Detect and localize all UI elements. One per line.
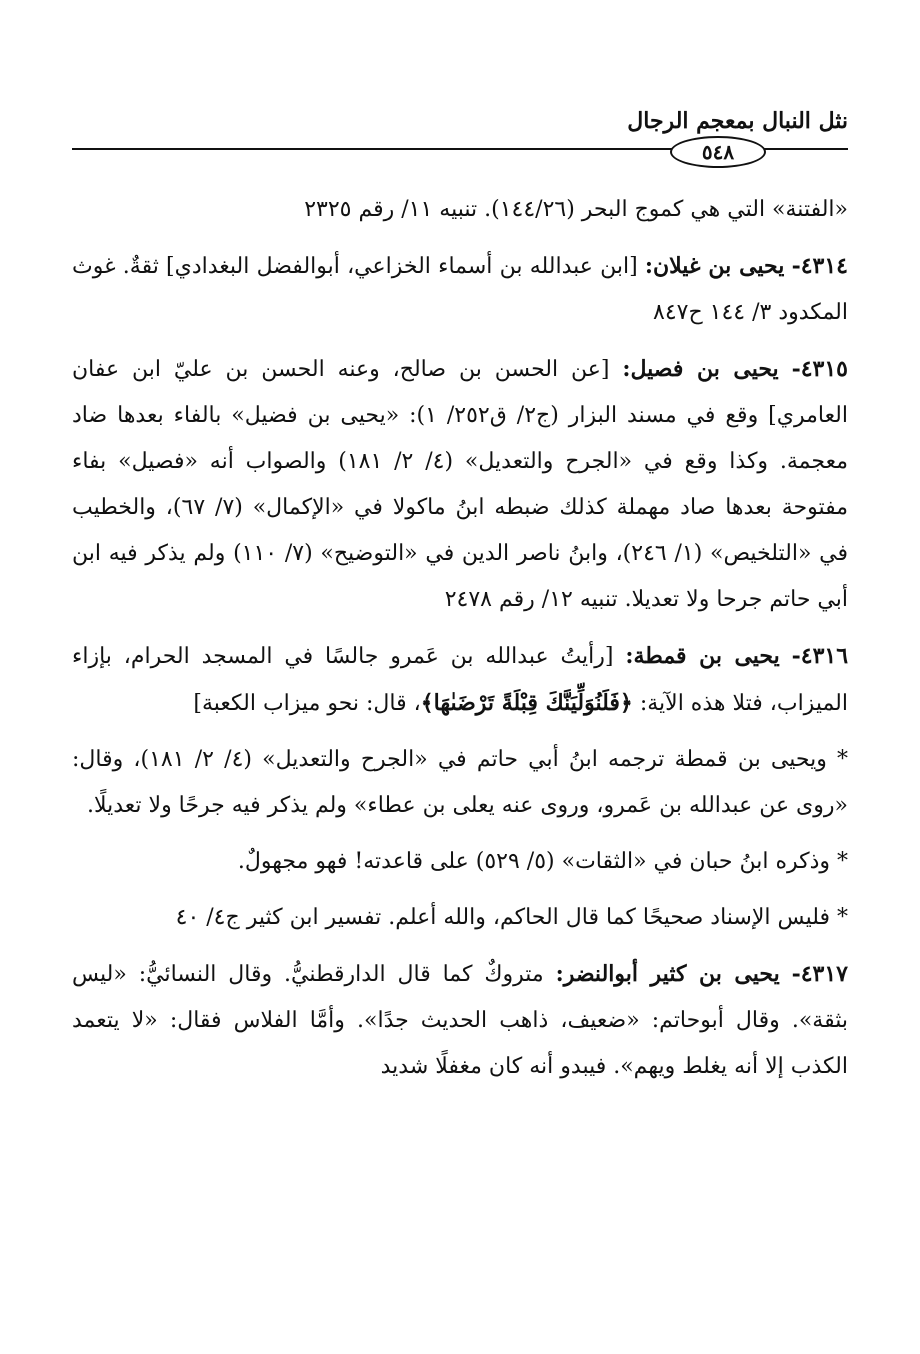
entry-number: ٤٣١٤-: [791, 253, 848, 279]
note-paragraph: [72, 839, 848, 885]
entry-text: [عن الحسن بن صالح، وعنه الحسن بن عليّ ابن عفان العامري] وقع في مسند البزار (ج٢/ ق٢٥٢/ ١): «يحيى بن فضيل» بالفاء بعدها ضاد معجمة. وكذا وقع في «الجرح والتعديل» (٤/ ٢/ ١٨١) والصواب أنه «فصيل» بفاء مفتوحة بعدها صاد مهملة كذلك ضبطه ابنُ ماكولا في «الإكمال» (٧/ ٦٧)، والخطيب في «التلخيص» (١/ ٢٤٦)، وابنُ ناصر الدين في «التوضيح» (٧/ ١١٠) ولم يذكر فيه ابن أبي حاتم جرحا ولا تعديلا. تنبيه ١٢/ رقم ٢٤٧٨: [72, 357, 849, 612]
entry-text: [ابن عبدالله بن أسماء الخزاعي، أبوالفضل البغدادي] ثقةٌ. غوث المكدود ٣/ ١٤٤ ح٨٤٧: [72, 254, 848, 325]
note-paragraph: [72, 895, 848, 941]
note-text: * وذكره ابنُ حبان في «الثقات» (٥/ ٥٢٩) على قاعدته! فهو مجهولٌ.: [237, 849, 848, 874]
entry-name: يحيى بن كثير أبوالنضر:: [555, 961, 780, 987]
note-text: * ويحيى بن قمطة ترجمه ابنُ أبي حاتم في «الجرح والتعديل» (٤/ ٢/ ١٨١)، وقال: «روى عن عبدالله بن عَمرو، وروى عنه يعلى بن عطاء» ولم يذكر فيه جرحًا ولا تعديلًا.: [72, 747, 848, 818]
page-number: ٥٤٨: [670, 136, 766, 168]
paragraph-text: «الفتنة» التي هي كموج البحر (١٤٤/٢٦). تنبيه ١١/ رقم ٢٣٢٥: [304, 197, 848, 222]
entry-number: ٤٣١٥-: [791, 356, 848, 382]
entry-name: يحيى بن قمطة:: [625, 643, 780, 669]
entry-number: ٤٣١٧-: [791, 961, 848, 987]
entry-4314: [72, 243, 848, 336]
page-body: [72, 187, 848, 1090]
entry-4315: [72, 346, 848, 623]
entry-text: متروكٌ كما قال الدارقطنيُّ. وقال النسائيُّ: «ليس بثقة». وقال أبوحاتم: «ضعيف، ذاهب الحديث جدًا». وأمَّا الفلاس فقال: «لا يتعمد الكذب إلا أنه يغلط ويهم». فيبدو أنه كان مغفلًا شديد: [72, 962, 848, 1079]
entry-number: ٤٣١٦-: [791, 643, 849, 669]
quran-verse: ﴿فَلَنُوَلِّيَنَّكَ قِبْلَةً تَرْضَىٰهَا﴾: [420, 690, 633, 716]
paragraph: [72, 187, 848, 233]
page-header: [72, 108, 848, 168]
note-text: * فليس الإسناد صحيحًا كما قال الحاكم، والله أعلم. تفسير ابن كثير ج٤/ ٤٠: [175, 905, 848, 930]
entry-text: [رأيتُ عبدالله بن عَمرو جالسًا في المسجد الحرام، بإزاء الميزاب، فتلا هذه الآية:: [72, 644, 848, 716]
entry-name: يحيى بن فصيل:: [622, 356, 779, 382]
note-paragraph: [72, 737, 848, 829]
entry-text-end: ، قال: نحو ميزاب الكعبة]: [193, 691, 421, 716]
entry-4316: [72, 633, 848, 727]
entry-name: يحيى بن غيلان:: [644, 253, 785, 279]
entry-4317: [72, 951, 848, 1090]
book-title: نثل النبال بمعجم الرجال: [627, 108, 848, 134]
